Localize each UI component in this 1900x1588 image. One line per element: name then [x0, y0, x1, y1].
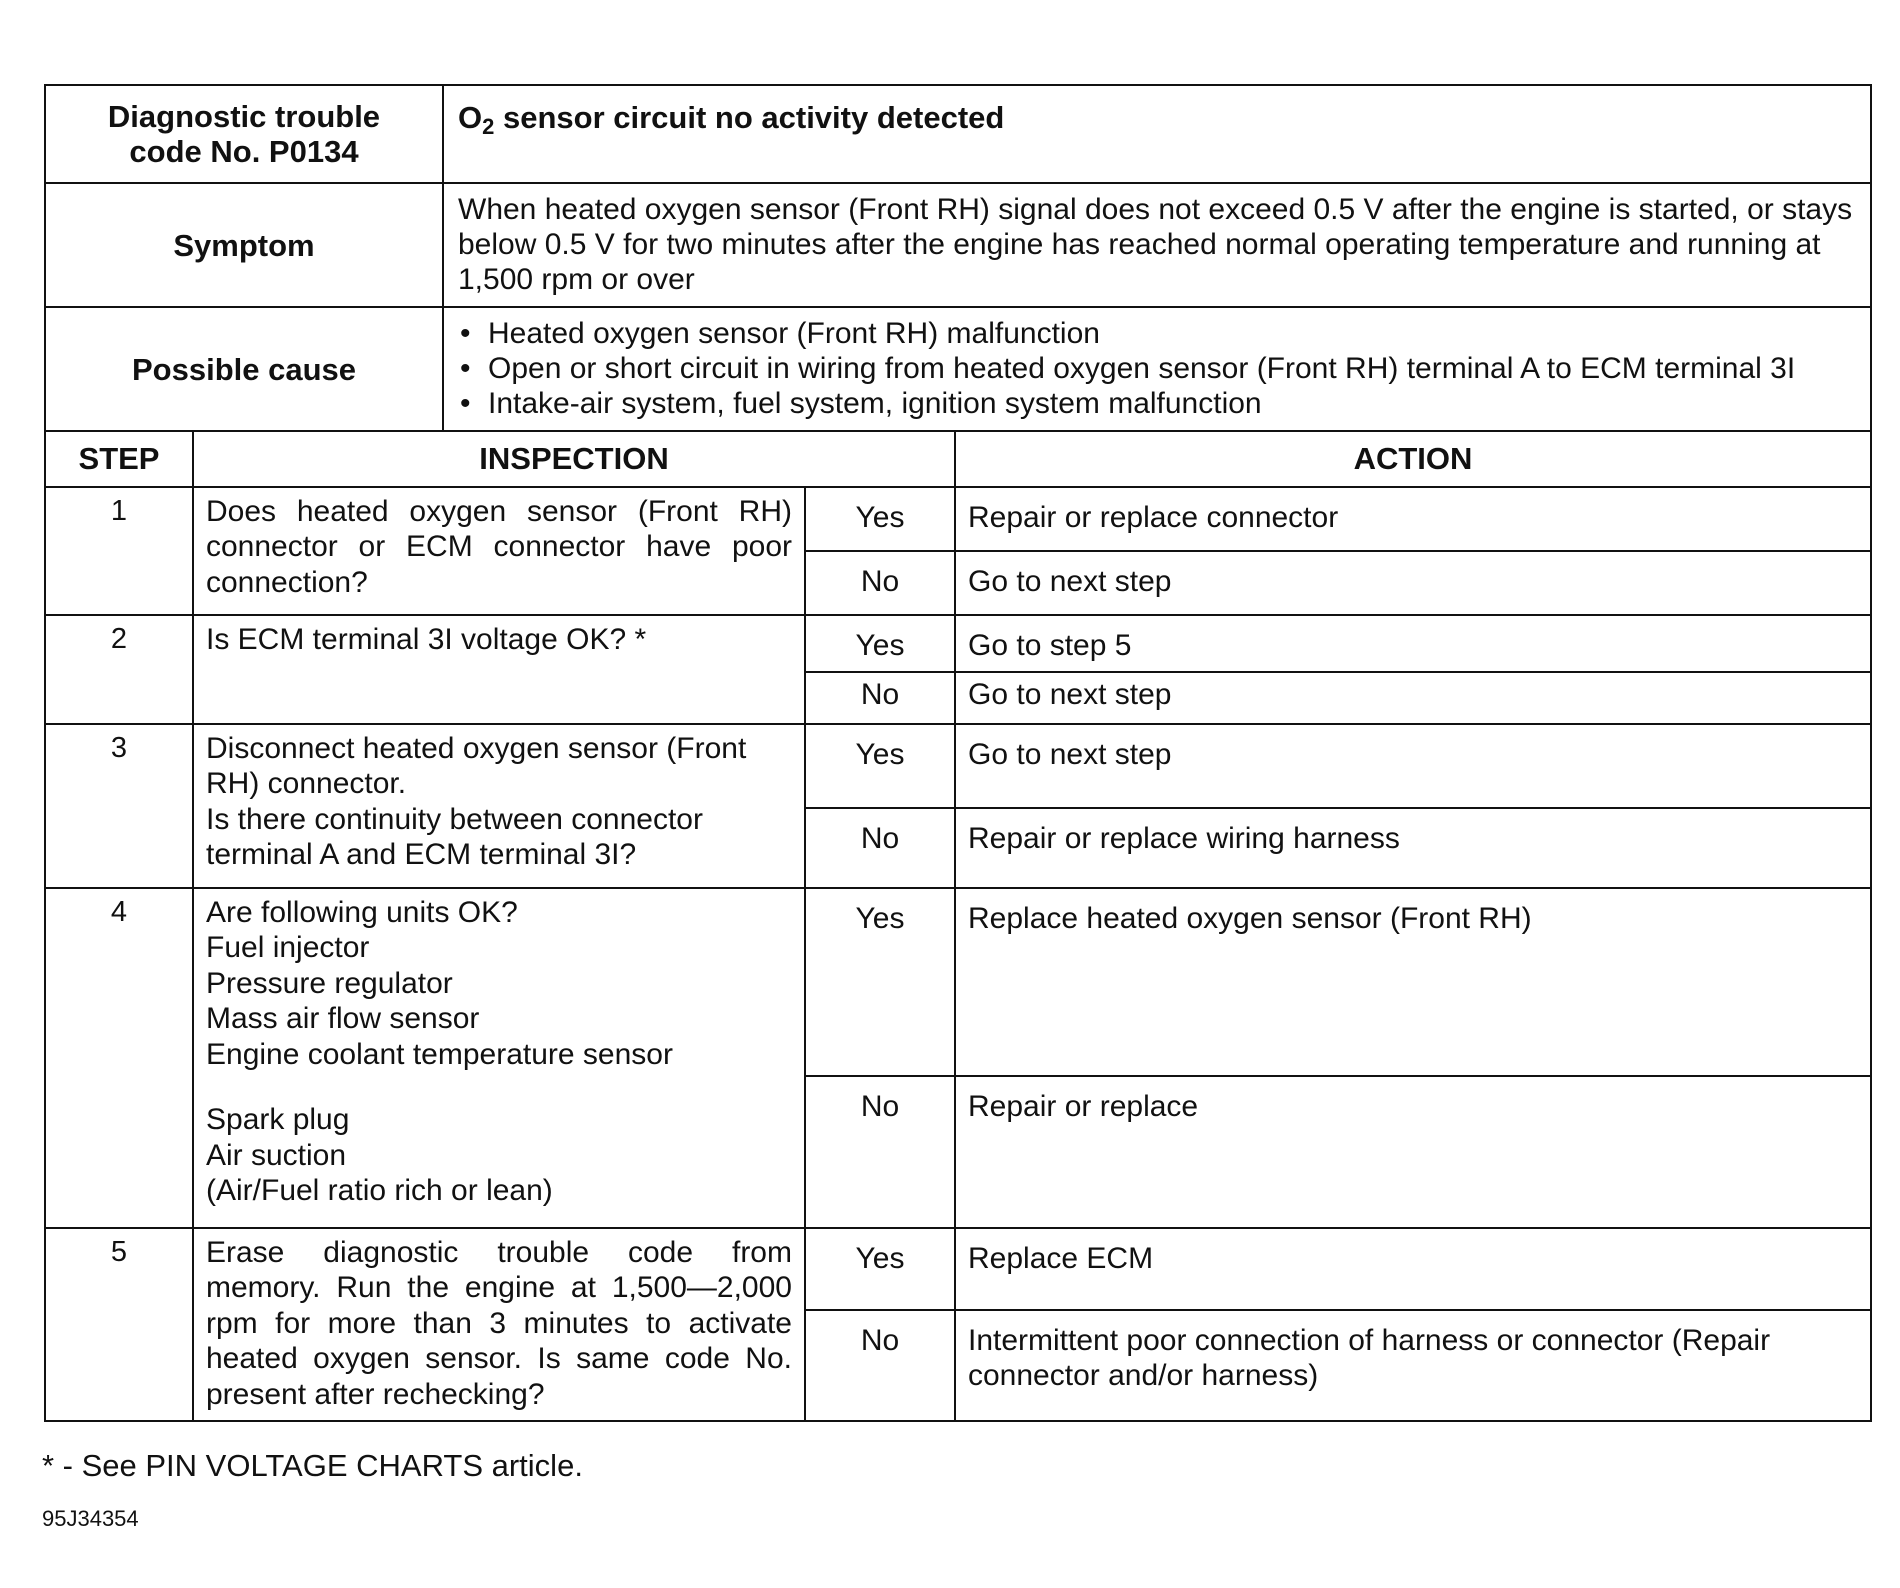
no-label: No	[805, 1076, 955, 1228]
step-inspection: Does heated oxygen sensor (Front RH) connector or ECM connector have poor connection?	[193, 487, 805, 615]
cause-label: Possible cause	[45, 307, 443, 431]
title-prefix: O	[458, 100, 483, 135]
steps-header-row	[45, 431, 1871, 487]
yes-label: Yes	[805, 1228, 955, 1310]
cause-item: • Open or short circuit in wiring from heated oxygen sensor (Front RH) terminal A to ECM terminal 3I	[460, 352, 1796, 385]
dtc-header-table	[44, 84, 1872, 432]
step-number: 2	[45, 615, 193, 724]
dtc-row	[45, 85, 1871, 183]
step-inspection: Disconnect heated oxygen sensor (Front RH) connector. Is there continuity between connector terminal A and ECM terminal 3I?	[193, 724, 805, 888]
step-3-yes-row	[45, 724, 1871, 808]
no-label: No	[805, 1310, 955, 1421]
bullet-icon: •	[460, 352, 471, 385]
dtc-label: Diagnostic trouble code No. P0134	[45, 85, 443, 183]
title-subscript: 2	[482, 114, 495, 139]
step-number: 1	[45, 487, 193, 615]
step-inspection: Is ECM terminal 3I voltage OK? *	[193, 615, 805, 724]
dtc-title	[443, 85, 1871, 183]
footnote: * - See PIN VOLTAGE CHARTS article.	[42, 1448, 583, 1483]
yes-label: Yes	[805, 888, 955, 1076]
step-number: 3	[45, 724, 193, 888]
col-inspection: INSPECTION	[193, 431, 955, 487]
symptom-label: Symptom	[45, 183, 443, 307]
yes-label: Yes	[805, 724, 955, 808]
diagnostic-procedure-sheet	[44, 84, 1872, 1422]
yes-action: Go to step 5	[955, 615, 1871, 672]
no-label: No	[805, 808, 955, 888]
symptom-row	[45, 183, 1871, 307]
bullet-icon: •	[460, 387, 471, 420]
yes-action: Replace ECM	[955, 1228, 1871, 1310]
cause-item: • Heated oxygen sensor (Front RH) malfunction	[460, 317, 1100, 350]
col-action: ACTION	[955, 431, 1871, 487]
symptom-text: When heated oxygen sensor (Front RH) signal does not exceed 0.5 V after the engine is started, or stays below 0.5 V for two minutes after the engine has reached normal operating temperature and running at 1,500 rpm or over	[443, 183, 1871, 307]
dtc-title-text	[458, 100, 1005, 139]
step-2-yes-row	[45, 615, 1871, 672]
step-5-yes-row	[45, 1228, 1871, 1310]
steps-table	[44, 430, 1872, 1423]
no-action: Repair or replace	[955, 1076, 1871, 1228]
step-inspection: Are following units OK? Fuel injector Pressure regulator Mass air flow sensor Engine coolant temperature sensor Spark plug Air suction (Air/Fuel ratio rich or lean)	[193, 888, 805, 1228]
title-rest: sensor circuit no activity detected	[494, 100, 1005, 135]
no-action: Go to next step	[955, 551, 1871, 615]
no-label: No	[805, 551, 955, 615]
yes-label: Yes	[805, 487, 955, 551]
bullet-icon: •	[460, 317, 471, 350]
cause-list	[458, 316, 1856, 421]
step-number: 5	[45, 1228, 193, 1422]
step-1-yes-row	[45, 487, 1871, 551]
step-4-yes-row	[45, 888, 1871, 1076]
cause-item: • Intake-air system, fuel system, ignition system malfunction	[460, 387, 1262, 420]
no-action: Go to next step	[955, 672, 1871, 724]
col-step: STEP	[45, 431, 193, 487]
step-inspection: Erase diagnostic trouble code from memory. Run the engine at 1,500—2,000 rpm for more than 3 minutes to activate heated oxygen sensor. Is same code No. present after rechecking?	[193, 1228, 805, 1422]
figure-id: 95J34354	[42, 1506, 139, 1531]
cause-row	[45, 307, 1871, 431]
yes-action: Repair or replace connector	[955, 487, 1871, 551]
no-label: No	[805, 672, 955, 724]
no-action: Repair or replace wiring harness	[955, 808, 1871, 888]
cause-list-cell	[443, 307, 1871, 431]
yes-label: Yes	[805, 615, 955, 672]
step-number: 4	[45, 888, 193, 1228]
yes-action: Go to next step	[955, 724, 1871, 808]
yes-action: Replace heated oxygen sensor (Front RH)	[955, 888, 1871, 1076]
no-action: Intermittent poor connection of harness or connector (Repair connector and/or harness)	[955, 1310, 1871, 1421]
